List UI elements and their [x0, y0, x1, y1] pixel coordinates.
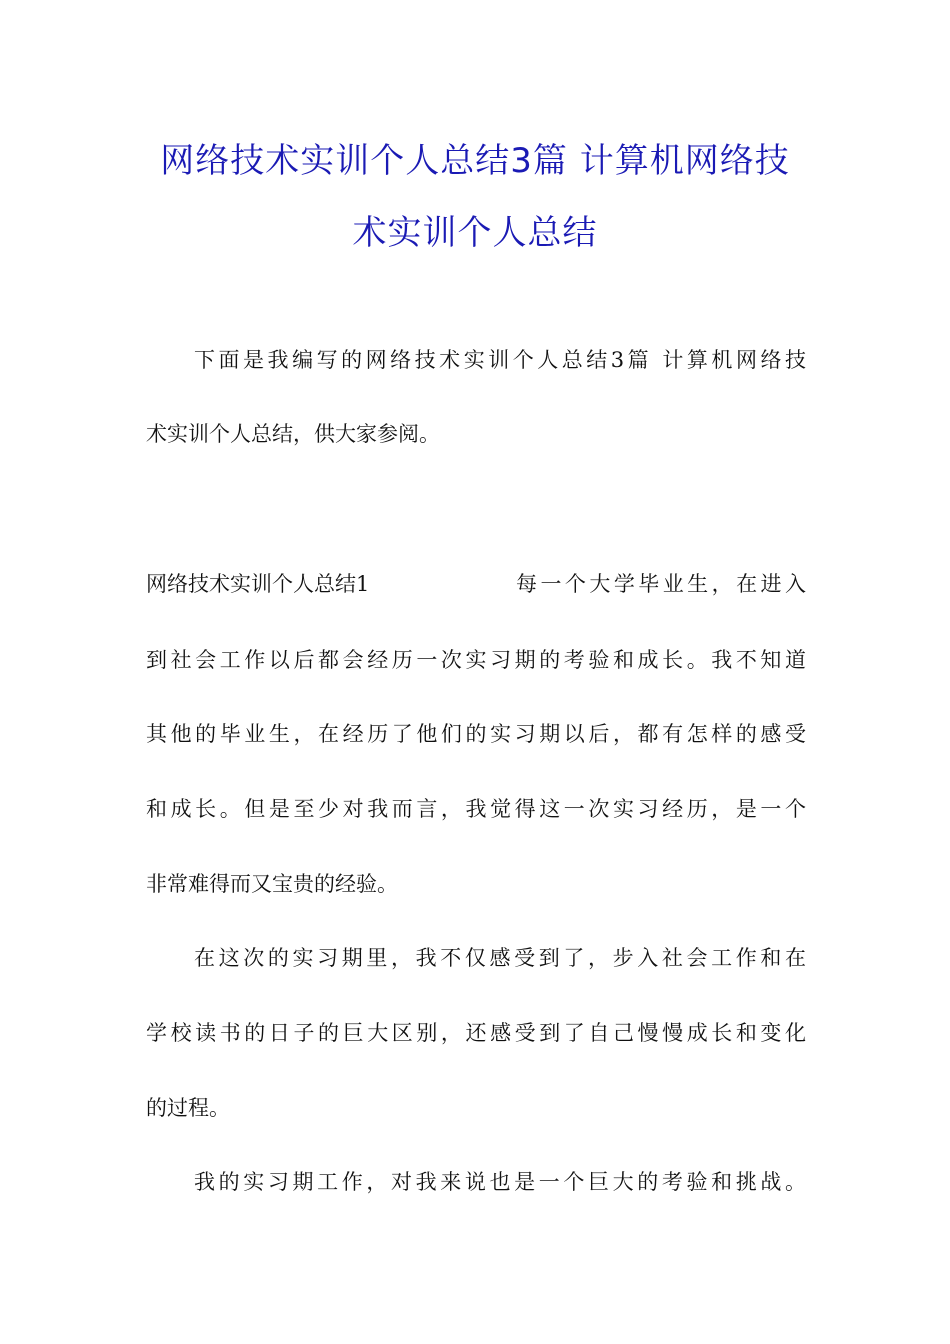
paragraph-2-line-1: 在这次的实习期里，我不仅感受到了，步入社会工作和在: [194, 946, 806, 970]
paragraph-2-line-2: 学校读书的日子的巨大区别，还感受到了自己慢慢成长和变化: [146, 1021, 806, 1045]
section-lead-text: 每一个大学毕业生，在进入: [516, 572, 806, 596]
section-heading: 网络技术实训个人总结1: [146, 572, 370, 596]
document-title-line-1: 网络技术实训个人总结3篇 计算机网络技: [160, 141, 790, 181]
paragraph-1-line-1: 到社会工作以后都会经历一次实习期的考验和成长。我不知道: [146, 648, 806, 672]
paragraph-1-line-2: 其他的毕业生，在经历了他们的实习期以后，都有怎样的感受: [146, 722, 806, 746]
section-heading-row: [146, 570, 806, 600]
paragraph-1-line-4: 非常难得而又宝贵的经验。: [146, 872, 398, 896]
intro-line-2: 术实训个人总结，供大家参阅。: [146, 422, 440, 446]
document-title-line-2: 术实训个人总结: [352, 213, 598, 253]
paragraph-3-line-1: 我的实习期工作，对我来说也是一个巨大的考验和挑战。: [194, 1170, 806, 1194]
intro-line-1: 下面是我编写的网络技术实训个人总结3篇 计算机网络技: [194, 348, 806, 372]
paragraph-2-line-3: 的过程。: [146, 1096, 230, 1120]
paragraph-1-line-3: 和成长。但是至少对我而言，我觉得这一次实习经历，是一个: [146, 797, 806, 821]
